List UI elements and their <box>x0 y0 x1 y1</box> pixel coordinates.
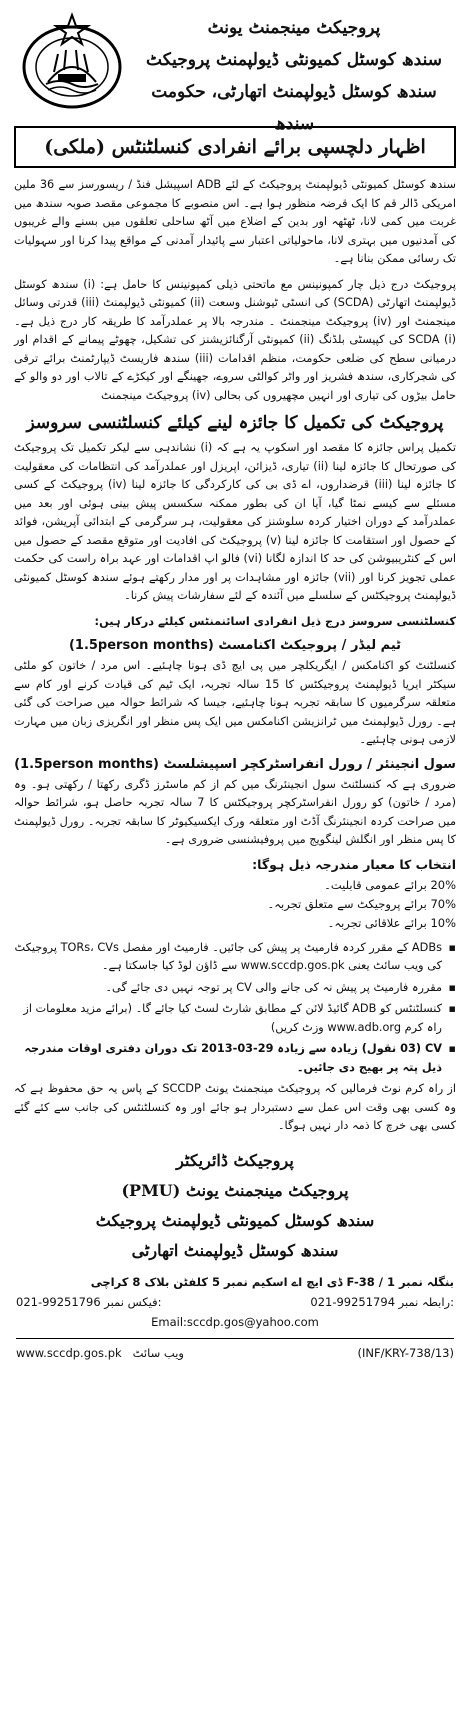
eoi-title: اظہار دلچسپی برائے انفرادی کنسلٹنٹس (ملکی) <box>14 126 456 168</box>
signature-line-2: پروجیکٹ مینجمنٹ یونٹ (PMU) <box>121 1180 349 1200</box>
fax-label: فیکس نمبر: <box>104 1294 162 1309</box>
website-group <box>16 1343 184 1363</box>
header <box>12 8 458 134</box>
reference-code: (INF/KRY-738/13) <box>357 1345 454 1360</box>
bullet-item-1: ▪ ADBs کے مقرر کردہ فارمیٹ پر پیش کی جائیں۔ فارمیٹ اور مفصل TORs، CVs پروجیکٹ کی ویب سائٹ یعنی www.sccdp.gos.pk سے ڈاؤن لوڈ کیا جاسکتا ہے۔ <box>14 939 456 976</box>
header-line-1: پروجیکٹ مینجمنٹ یونٹ <box>207 18 381 38</box>
website-label: ویب سائٹ <box>132 1345 184 1360</box>
advertisement-page <box>12 8 458 1698</box>
footer <box>16 1338 454 1363</box>
header-line-2: سندھ کوسٹل کمیونٹی ڈیولپمنٹ پروجیکٹ <box>146 50 442 70</box>
email-row <box>16 1312 454 1332</box>
criteria-item-3: 10% برائے علاقائی تجربہ۔ <box>327 915 456 930</box>
signature-line-4: سندھ کوسٹل ڈیولپمنٹ اتھارٹی <box>131 1240 339 1260</box>
phone-label: رابطہ نمبر: <box>398 1294 454 1309</box>
signature-line-3: سندھ کوسٹل کمیونٹی ڈیولپمنٹ پروجیکٹ <box>95 1210 375 1230</box>
position-title-1: ٹیم لیڈر / پروجیکٹ اکنامسٹ (1.5person months) <box>68 638 402 653</box>
signature-line-1: پروجیکٹ ڈائریکٹر <box>176 1150 294 1170</box>
scope-paragraph-1: تکمیل پراس جائزہ کا مقصد اور اسکوپ یہ ہے کہ (i) نشاندہی سے لیکر تکمیل تک پروجیکٹ کی صورتحال کا جائزہ لینا (ii) تیاری، ڈیزائن، اپریزل اور عملدرآمد کی انتظامات کی معقولیت کا جائزہ لینا (iii) قرضداروں، اے ڈی بی کی کارکردگی کا جائزہ لینا (iv) پروجیکٹ کے کسی مسئلے سے کیسے نمٹا گیا، آیا ان کی بطور ممکنہ سکسس پیش بینی ہوئی اور بعد میں عملدرآمد کے دوران اختیار کردہ سلوشنز کی معقولیت، ہر سرگرمی کے ابتدائی آپریشن، فوائد کے حصول اور استقامت کا جائزہ لینا (v) پروجیکٹ کی افادیت اور متوقع مقصد کے حصول میں اس کے کنٹریبیوشن کی حد کا اندازہ لگانا (vi) فالو اپ اقدامات اور عہد براہ راست کی حکمت عملی تجویز کرنا اور (vii) جائزہ اور مشاہدات پر اور مدار رکھتے ہوئے سندھ کوسٹل کمیونٹی ڈیولپمنٹ پروجیکٹس کے سلسلے میں آئندہ کے لئے سفارشات پیش کرنا۔ <box>14 441 456 602</box>
closing-note: از راہ کرم نوٹ فرمالیں کہ پروجیکٹ مینجمنٹ یونٹ SCCDP کے پاس یہ حق محفوظ ہے کہ وہ کسی بھی وقت اس عمل سے دستبردار ہو جائے اور وہ کنسلٹنٹس کی جانب سے کئے گئے کسی بھی خرچ کا ذمہ دار نہیں ہوگا۔ <box>14 1082 456 1132</box>
phone-group <box>310 1292 454 1312</box>
website-url[interactable]: www.sccdp.gos.pk <box>16 1345 122 1360</box>
criteria-item-1: 20% برائے عمومی قابلیت۔ <box>324 877 456 892</box>
criteria-heading: انتخاب کا معیار مندرجہ ذیل ہوگا: <box>252 856 456 872</box>
bullet-item-3: ▪ کنسلٹنٹس کو ADB گائیڈ لائن کے مطابق شارٹ لسٹ کیا جائے گا۔ (برائے مزید معلومات از راہ کرم www.adb.org وزٹ کریں) <box>14 1000 456 1037</box>
bullet-item-4: ▪ CV (03 نقول) زیادہ سے زیادہ 29-03-2013 تک دوران دفتری اوقات مندرجہ ذیل پتہ پر بھیج دی جائیں۔ <box>14 1040 456 1077</box>
criteria-item-2: 70% برائے پروجیکٹ سے متعلق تجربہ۔ <box>267 896 456 911</box>
position-text-2: ضروری ہے کہ کنسلٹنٹ سول انجینئرنگ میں کم از کم ماسٹرز ڈگری رکھتا / رکھتی ہو۔ وہ (مرد / خاتون) کو رورل انفراسٹرکچر پروجیکٹس کا 7 سالہ تجربہ حاصل ہو، شرائط حوالہ میں صراحت کردہ انجینئرنگ آڈٹ اور متعلقہ ورک ایکسیکیوٹر کا سابقہ تجربہ۔ رورل ڈیولپمنٹ کا پس منظر اور انگلش لینگویج میں پروفیشنسی ضروری ہے۔ <box>14 777 456 846</box>
contact-row <box>16 1292 454 1312</box>
signature-block <box>12 1146 458 1266</box>
bullet-item-2: ▪ مقررہ فارمیٹ پر پیش نہ کی جانے والی CV پر توجہ نہیں دی جائے گی۔ <box>14 979 456 998</box>
sccdp-seal-logo-icon <box>18 12 126 112</box>
email[interactable]: Email:sccdp.gos@yahoo.com <box>151 1314 319 1329</box>
phone-number: 021-99251794 <box>310 1294 396 1309</box>
address: بنگلہ نمبر 1 / F-38 ڈی ایچ اے اسکیم نمبر 5 کلفٹن بلاک 8 کراچی <box>90 1274 454 1289</box>
header-line-3: سندھ کوسٹل ڈیولپمنٹ اتھارٹی، حکومت سندھ <box>151 82 437 134</box>
section-title: پروجیکٹ کی تکمیل کا جائزہ لینے کیلئے کنسلٹنسی سروسز <box>26 413 444 433</box>
intro-paragraph-1: سندھ کوسٹل کمیونٹی ڈیولپمنٹ پروجیکٹ کے لئے ADB اسپیشل فنڈ / ریسورسز سے 36 ملین امریکی ڈالر قم کا ایک قرضہ منظور ہوا ہے۔ اس منصوبے کا مجموعی مقصد صوبہ سندھ میں غربت میں کمی لانا، ٹھٹھہ اور بدین کے اضلاع میں آٹھ ساحلی تعلقوں میں بسنے والے غریبوں کی آمدنیوں میں بہتری لانا، ماحولیاتی اعتبار سے پائیدار آمدنی کے مواقع پیدا کرنا اور سہولیات تک رسائی ممکن بنانا ہے۔ <box>14 178 457 265</box>
fax-group <box>16 1292 161 1312</box>
fax-number: 021-99251796 <box>16 1294 101 1309</box>
scope-paragraph-2: کنسلٹنسی سروسز درج ذیل انفرادی اسائنمنٹس کیلئے درکار ہیں: <box>94 614 456 628</box>
position-title-2: سول انجینئر / رورل انفراسٹرکچر اسپیشلسٹ (1.5person months) <box>14 756 456 772</box>
position-text-1: کنسلٹنٹ کو اکنامکس / ایگریکلچر میں پی ایچ ڈی ہونا چاہئیے۔ اس مرد / خاتون کو ملٹی سیکٹر ایریا ڈیولپمنٹ پروجیکٹس کا 15 سالہ تجربہ، ایک ٹیم کی قیادت کرنے اور کام سے متعلقہ سرگرمیوں کا سابقہ تجربہ ہونا چاہئیے، جیسا کہ شرائط حوالہ میں صراحت کی گئی ہے۔ رورل ڈیولپمنٹ میں ٹرانزیشن اکنامکس میں ایک پس منظر اور انگریزی زبان میں مہارت لازمی ہونی چاہئیے۔ <box>14 659 456 746</box>
intro-paragraph-2: پروجیکٹ درج ذیل چار کمپونینس مع ماتحتی ذیلی کمپونینس کا حامل ہے: (i) سندھ کوسٹل ڈیولپمنٹ اتھارٹی (SCDA) کی انسٹی ٹیوشنل وسعت (ii) کمیونٹی ڈیولپمنٹ (iii) قدرتی وسائل مینجمنٹ اور (iv) پروجیکٹ مینجمنٹ ۔ مندرجہ بالا پر عملدرآمد کا طریقہ کار درج ذیل ہے۔ (i) SCDA کی کپیسٹی بلڈنگ (ii) کمیونٹی آرگنائزیشنز کی تشکیل، چھوٹے پیمانے کے اقدام اور درمیانی سطح کی ضلعی حکومت، منظم اقدامات (iii) سندھ فاریسٹ ڈیپارٹمنٹ برائے ترقی کی شجرکاری، سندھ فشریز اور واٹر کوالٹی سروے، جھینگے اور کیکڑے کے تالاب اور دو والو کے حامل بیڑوں کی تیاری اور انہیں مچھیروں کی بحالی (iv) پروجیکٹ مینجمنٹ <box>14 277 457 402</box>
